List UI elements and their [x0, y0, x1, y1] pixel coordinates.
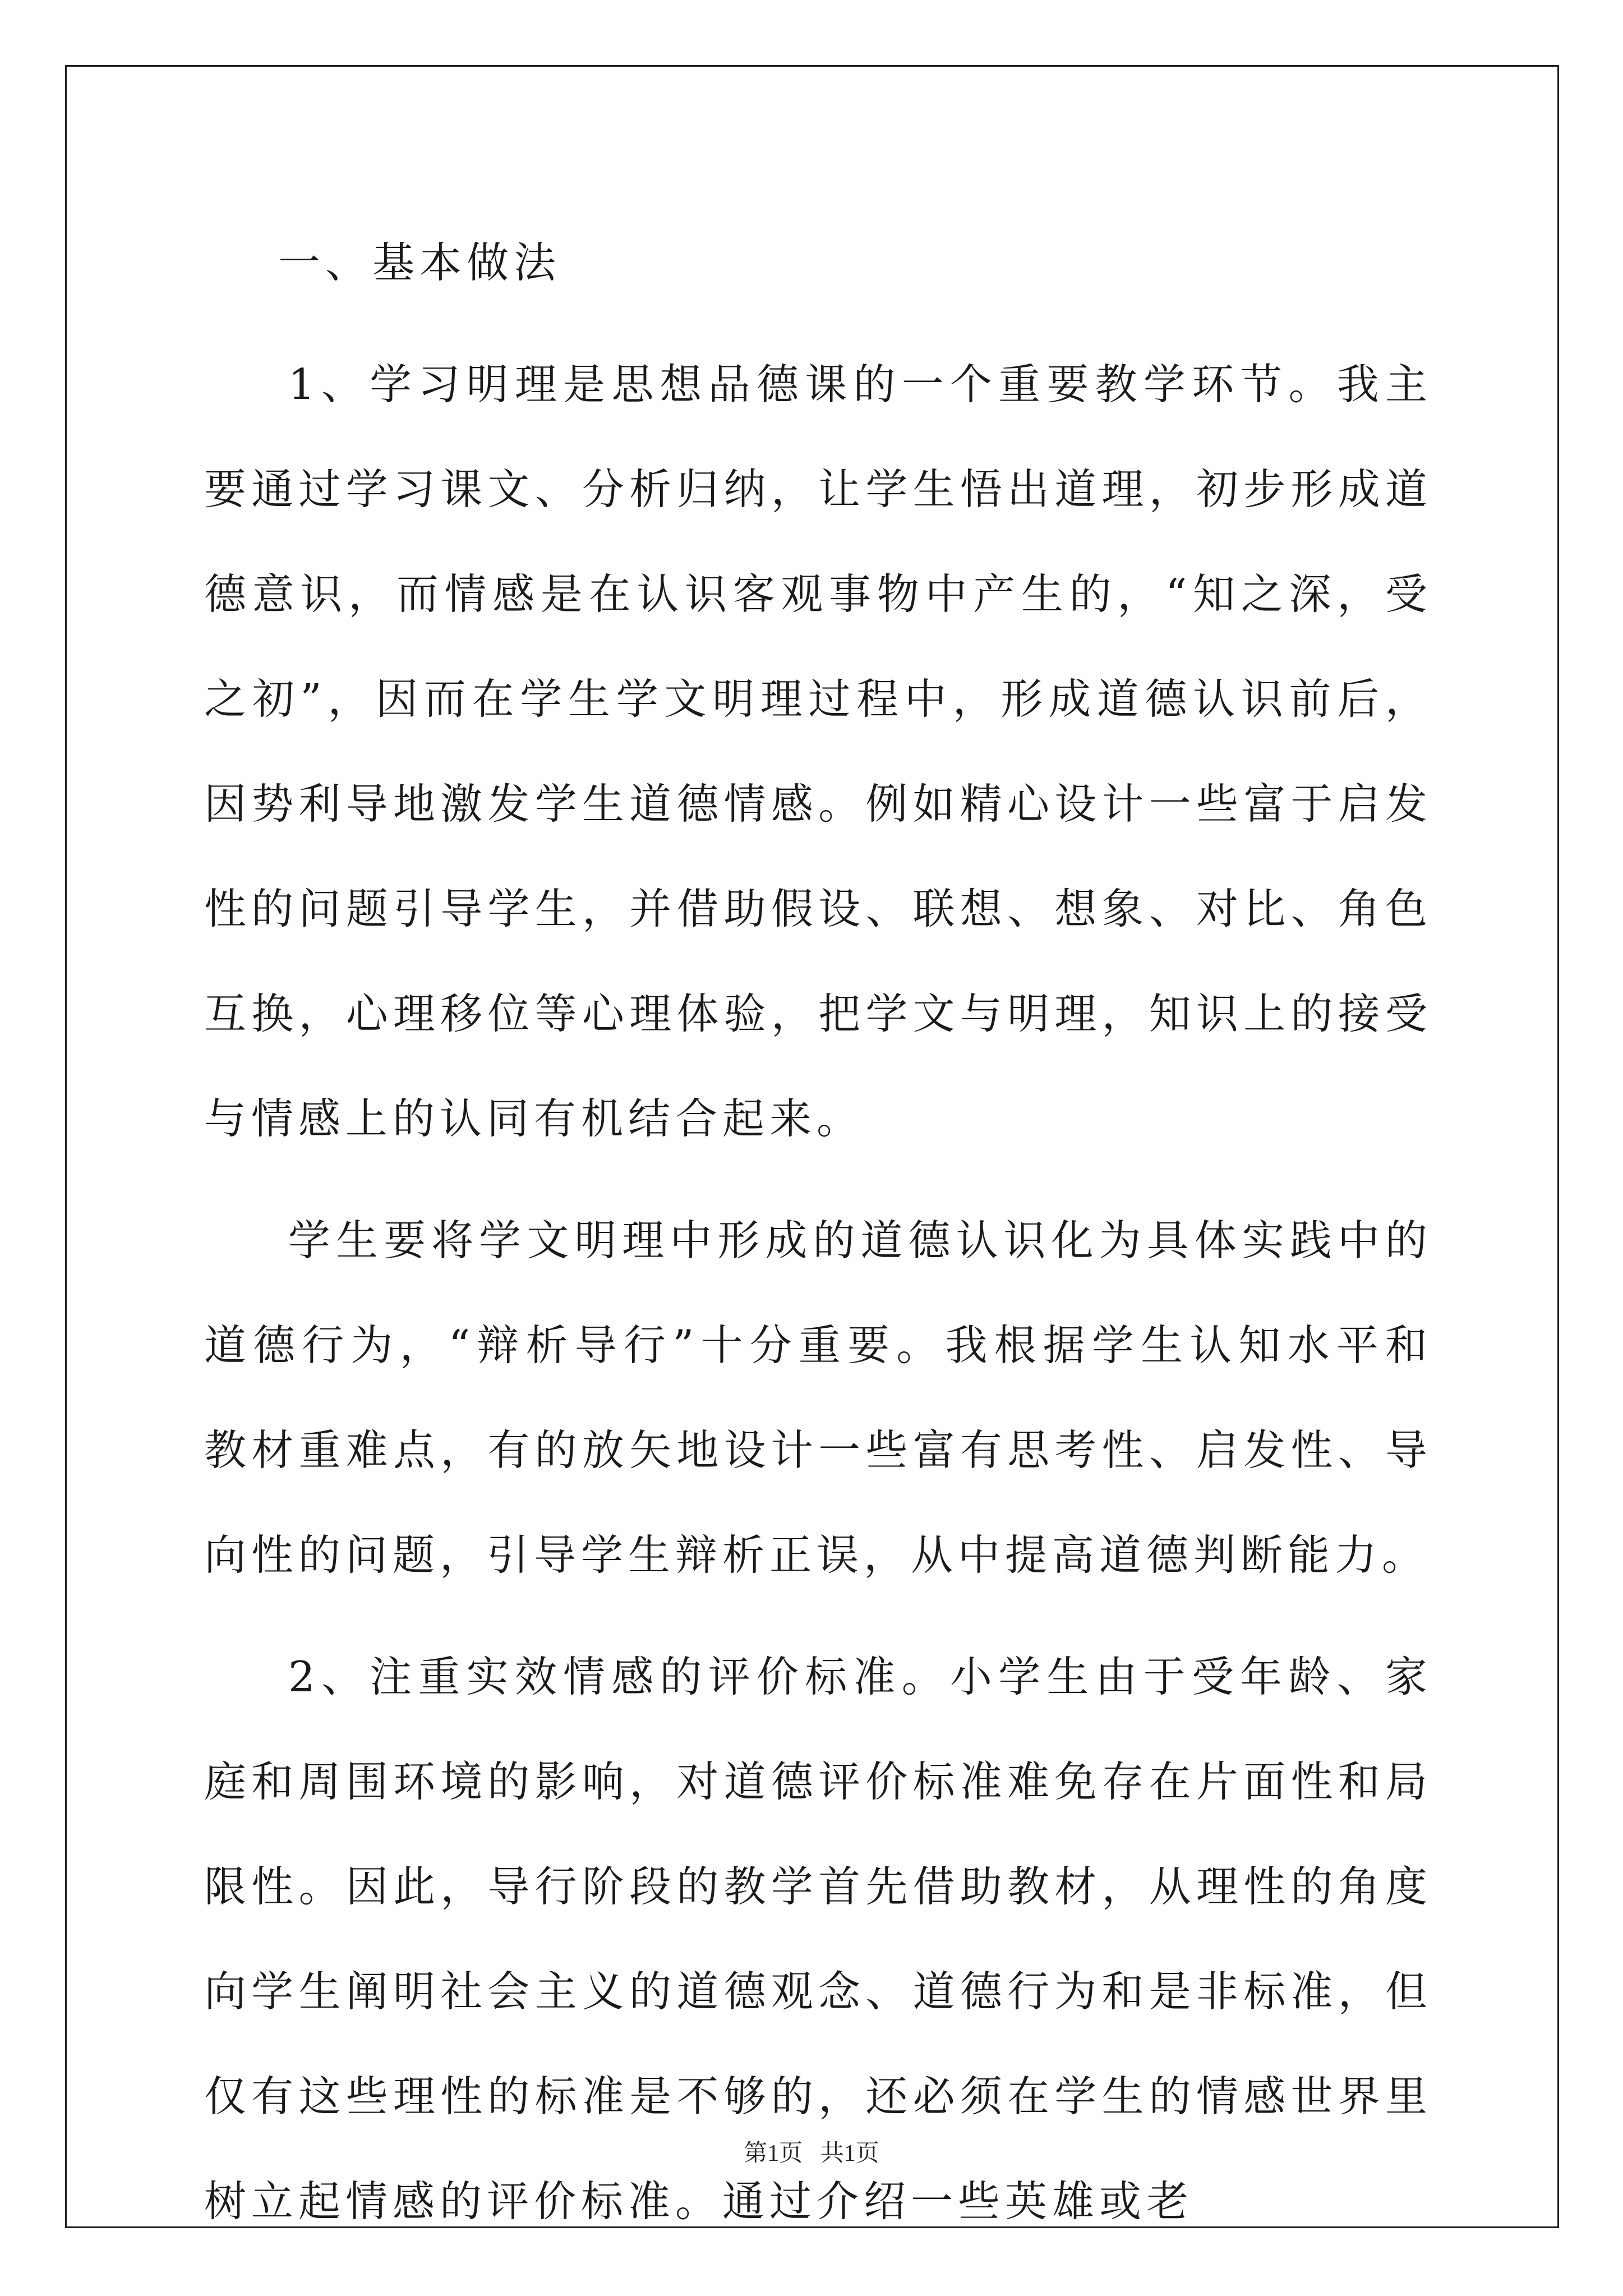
section-heading: 一、基本做法	[278, 238, 561, 287]
paragraph-1: 1、学习明理是思想品德课的一个重要教学环节。我主要通过学习课文、分析归纳，让学生悟出道理，初步形成道德意识，而情感是在认识客观事物中产生的，“知之深，受之初”，因而在学生学文明理过程中，形成道德认识前后，因势利导地激发学生道德情感。例如精心设计一些富于启发性的问题引导学生，并借助假设、联想、想象、对比、角色互换，心理移位等心理体验，把学文与明理，知识上的接受与情感上的认同有机结合起来。	[204, 360, 1432, 1143]
paragraph-2: 学生要将学文明理中形成的道德认识化为具体实践中的道德行为，“辩析导行”十分重要。我根据学生认知水平和教材重难点，有的放矢地设计一些富有思考性、启发性、导向性的问题，引导学生辩析正误，从中提高道德判断能力。	[204, 1216, 1432, 1580]
paragraph-3: 2、注重实效情感的评价标准。小学生由于受年龄、家庭和周围环境的影响，对道德评价标准难免存在片面性和局限性。因此，导行阶段的教学首先借助教材，从理性的角度向学生阐明社会主义的道德观念、道德行为和是非标准，但仅有这些理性的标准是不够的，还必须在学生的情感世界里树立起情感的评价标准。通过介绍一些英雄或老	[204, 1652, 1432, 2226]
document-body	[204, 210, 1432, 2254]
page-footer: 第1页 共1页	[744, 2141, 879, 2166]
